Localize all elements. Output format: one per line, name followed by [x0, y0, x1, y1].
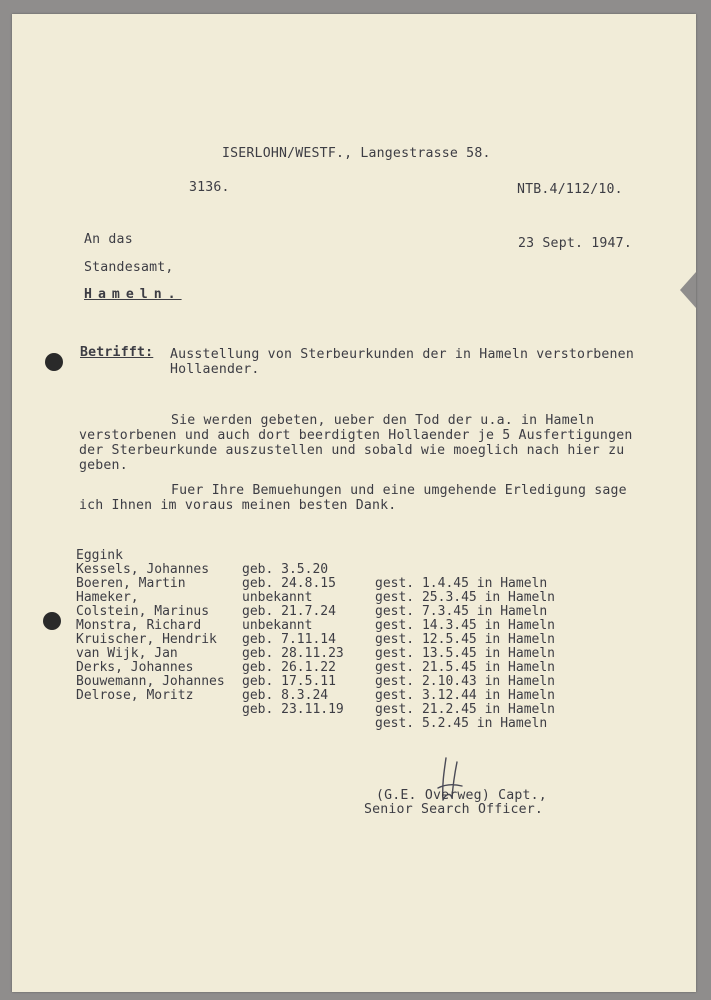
death-record: gest. 7.3.45 in Hameln: [375, 604, 548, 619]
body-paragraph-1-line-2: verstorbenen und auch dort beerdigten Hollaender je 5 Ausfertigungen: [79, 428, 633, 443]
page-notch: [680, 272, 696, 308]
death-record: gest. 1.4.45 in Hameln: [375, 576, 548, 591]
header-address: ISERLOHN/WESTF., Langestrasse 58.: [222, 146, 491, 161]
punch-hole-upper: [45, 353, 63, 371]
body-paragraph-1-line-3: der Sterbeurkunde auszustellen und sobald wie moeglich nach hier zu: [79, 443, 625, 458]
file-reference: NTB.4/112/10.: [517, 182, 623, 197]
person-name: Monstra, Richard: [76, 618, 202, 633]
body-paragraph-1-line-1: Sie werden gebeten, ueber den Tod der u.a. in Hameln: [171, 413, 595, 428]
recipient-line-2: Standesamt,: [84, 260, 174, 275]
person-name: Hameker,: [76, 590, 139, 605]
person-name: Kruischer, Hendrik: [76, 632, 217, 647]
birth-date: unbekannt: [242, 618, 313, 633]
reference-number: 3136.: [189, 180, 230, 195]
birth-date: geb. 24.8.15: [242, 576, 336, 591]
person-name: Kessels, Johannes: [76, 562, 210, 577]
death-record: gest. 14.3.45 in Hameln: [375, 618, 556, 633]
death-record: gest. 5.2.45 in Hameln: [375, 716, 548, 731]
death-record: gest. 21.2.45 in Hameln: [375, 702, 556, 717]
birth-date: geb. 8.3.24: [242, 688, 329, 703]
death-record: gest. 25.3.45 in Hameln: [375, 590, 556, 605]
letter-date: 23 Sept. 1947.: [518, 236, 632, 251]
punch-hole-lower: [43, 612, 61, 630]
signer-title: Senior Search Officer.: [364, 802, 544, 817]
signer-name: (G.E. Overweg) Capt.,: [376, 788, 547, 803]
body-paragraph-2-line-1: Fuer Ihre Bemuehungen und eine umgehende Erledigung sage: [171, 483, 627, 498]
person-name: Delrose, Moritz: [76, 688, 194, 703]
person-name: Eggink: [76, 548, 123, 563]
death-record: gest. 13.5.45 in Hameln: [375, 646, 556, 661]
subject-line-1: Ausstellung von Sterbeurkunden der in Hameln verstorbenen: [170, 347, 634, 362]
document-page: [12, 14, 696, 992]
person-name: van Wijk, Jan: [76, 646, 178, 661]
birth-date: unbekannt: [242, 590, 313, 605]
recipient-city: Hameln.: [84, 287, 182, 302]
birth-date: geb. 3.5.20: [242, 562, 329, 577]
death-record: gest. 21.5.45 in Hameln: [375, 660, 556, 675]
death-record: gest. 2.10.43 in Hameln: [375, 674, 556, 689]
birth-date: geb. 17.5.11: [242, 674, 336, 689]
body-paragraph-2-line-2: ich Ihnen im voraus meinen besten Dank.: [79, 498, 397, 513]
birth-date: geb. 7.11.14: [242, 632, 336, 647]
person-name: Boeren, Martin: [76, 576, 186, 591]
death-record: gest. 3.12.44 in Hameln: [375, 688, 556, 703]
person-name: Bouwemann, Johannes: [76, 674, 225, 689]
birth-date: geb. 26.1.22: [242, 660, 336, 675]
death-record: gest. 12.5.45 in Hameln: [375, 632, 556, 647]
birth-date: geb. 28.11.23: [242, 646, 344, 661]
subject-line-2: Hollaender.: [170, 362, 260, 377]
recipient-line-1: An das: [84, 232, 133, 247]
person-name: Derks, Johannes: [76, 660, 194, 675]
body-paragraph-1-line-4: geben.: [79, 458, 128, 473]
subject-label: Betrifft:: [80, 345, 154, 360]
birth-date: geb. 21.7.24: [242, 604, 336, 619]
person-name: Colstein, Marinus: [76, 604, 210, 619]
birth-date: geb. 23.11.19: [242, 702, 344, 717]
